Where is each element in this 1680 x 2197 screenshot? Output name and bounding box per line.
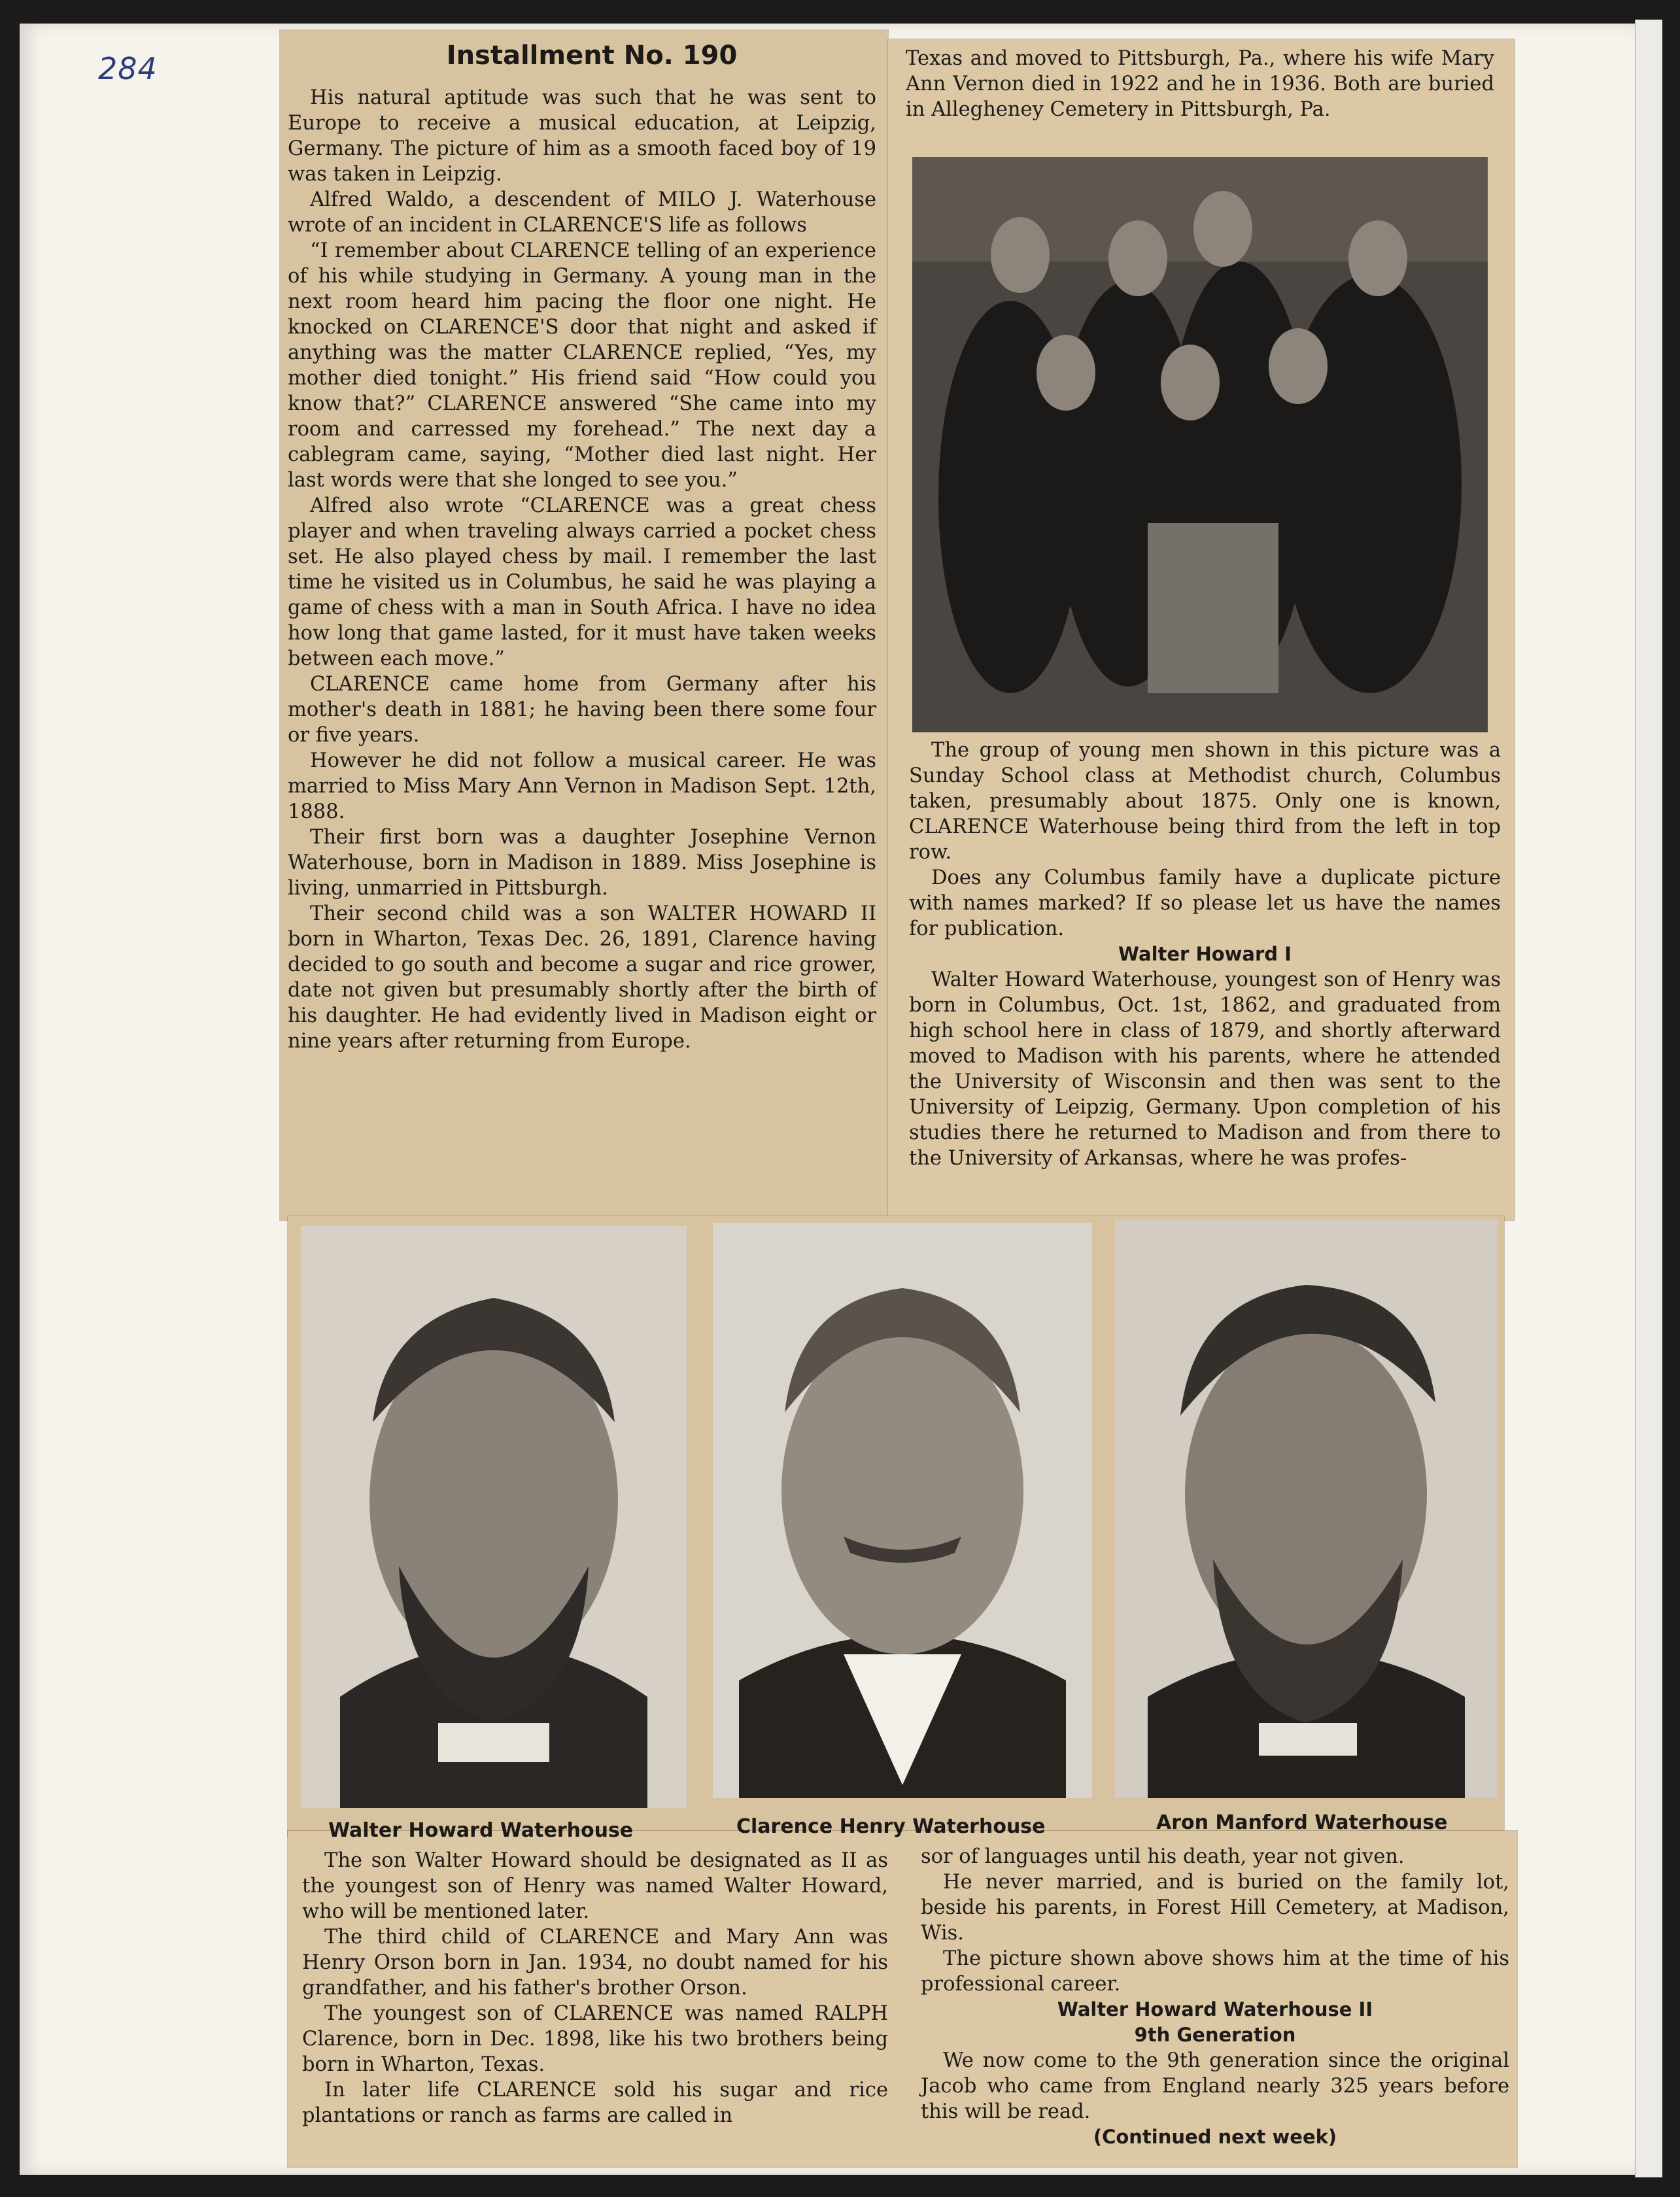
paragraph: In later life CLARENCE sold his sugar and rice plantations or ranch as farms are called in [302, 2079, 888, 2127]
paragraph: The third child of CLARENCE and Mary Ann was Henry Orson born in Jan. 1934, no doubt named for his grandfather, and his father's brother Orson. [302, 1926, 888, 2000]
paragraph: Alfred Waldo, a descendent of MILO J. Waterhouse wrote of an incident in CLARENCE'S life as follows [288, 188, 876, 237]
paragraph: Texas and moved to Pittsburgh, Pa., where his wife Mary Ann Vernon died in 1922 and he in 1936. Both are buried in Allegheney Cemetery in Pittsburgh, Pa. [906, 47, 1494, 121]
portrait-walter-howard-waterhouse [301, 1226, 687, 1808]
paragraph: His natural aptitude was such that he was sent to Europe to receive a musical education, at Leipzig, Germany. The picture of him as a smooth faced boy of 19 was taken in Leipzig. [288, 86, 876, 186]
caption-clarence-henry: Clarence Henry Waterhouse [736, 1815, 1046, 1838]
page-edge [1635, 20, 1662, 2177]
group-photo-sunday-school-class [912, 157, 1488, 732]
bottom-right-text [921, 1844, 1509, 2150]
portrait-aron-manford-waterhouse [1115, 1219, 1498, 1798]
paragraph: The group of young men shown in this picture was a Sunday School class at Methodist church, Columbus taken, presumably about 1875. Only one is known, CLARENCE Waterhouse being third from the left in top row. [909, 739, 1501, 864]
heading-walter-howard-ii: Walter Howard Waterhouse II [1057, 1998, 1373, 2020]
installment-title: Installment No. 190 [446, 41, 738, 71]
left-column-text [288, 85, 876, 1054]
bottom-left-text [302, 1848, 888, 2128]
right-column-top-text [906, 46, 1494, 122]
paragraph: sor of languages until his death, year not given. [921, 1845, 1405, 1868]
paragraph: The son Walter Howard should be designated as II as the youngest son of Henry was named Walter Howard, who will be mentioned later. [302, 1849, 888, 1923]
paragraph: However he did not follow a musical career. He was married to Miss Mary Ann Vernon in Madison Sept. 12th, 1888. [288, 749, 876, 823]
heading-walter-howard-i: Walter Howard I [1118, 943, 1292, 965]
paragraph: Does any Columbus family have a duplicate picture with names marked? If so please let us have the names for publication. [909, 866, 1501, 940]
paragraph: Their second child was a son WALTER HOWARD II born in Wharton, Texas Dec. 26, 1891, Clarence having decided to go south and become a sugar and rice grower, date not given but presumably shortly after the birth of his daughter. He had evidently lived in Madison eight or nine years after returning from Europe. [288, 902, 876, 1053]
paragraph: The youngest son of CLARENCE was named RALPH Clarence, born in Dec. 1898, like his two brothers being born in Wharton, Texas. [302, 2002, 888, 2076]
paragraph: Alfred also wrote “CLARENCE was a great chess player and when traveling always carried a pocket chess set. He also played chess by mail. I remember the last time he visited us in Columbus, he said he was playing a game of chess with a man in South Africa. I have no idea how long that game lasted, for it must have taken weeks between each move.” [288, 494, 876, 670]
caption-aron-manford: Aron Manford Waterhouse [1156, 1811, 1448, 1834]
caption-walter-howard: Walter Howard Waterhouse [328, 1819, 634, 1842]
continued-next-week: (Continued next week) [1093, 2126, 1337, 2148]
paragraph: We now come to the 9th generation since the original Jacob who came from England nearly 325 years before this will be read. [921, 2049, 1509, 2123]
paragraph: “I remember about CLARENCE telling of an experience of his while studying in Germany. A young man in the next room heard him pacing the floor one night. He knocked on CLARENCE'S door that night and asked if anything was the matter CLARENCE replied, “Yes, my mother died tonight.” His friend said “How could you know that?” CLARENCE answered “She came into my room and carressed my forehead.” The next day a cablegram came, saying, “Mother died last night. Her last words were that she longed to see you.” [288, 239, 876, 492]
handwritten-page-number: 284 [98, 51, 158, 86]
portrait-clarence-henry-waterhouse [713, 1223, 1092, 1798]
paragraph: CLARENCE came home from Germany after his mother's death in 1881; he having been there some four or five years. [288, 673, 876, 747]
paragraph: He never married, and is buried on the family lot, beside his parents, in Forest Hill Cemetery, at Madison, Wis. [921, 1871, 1509, 1945]
right-column-text [909, 738, 1501, 1171]
paragraph: The picture shown above shows him at the time of his professional career. [921, 1947, 1509, 1996]
paragraph: Walter Howard Waterhouse, youngest son of Henry was born in Columbus, Oct. 1st, 1862, and graduated from high school here in class of 1879, and shortly afterward moved to Madison with his parents, where he attended the University of Wisconsin and then was sent to the University of Leipzig, Germany. Upon completion of his studies there he returned to Madison and from there to the University of Arkansas, where he was profes- [909, 968, 1501, 1170]
paragraph: Their first born was a daughter Josephine Vernon Waterhouse, born in Madison in 1889. Miss Josephine is living, unmarried in Pittsburgh. [288, 826, 876, 900]
heading-9th-generation: 9th Generation [1134, 2024, 1296, 2046]
